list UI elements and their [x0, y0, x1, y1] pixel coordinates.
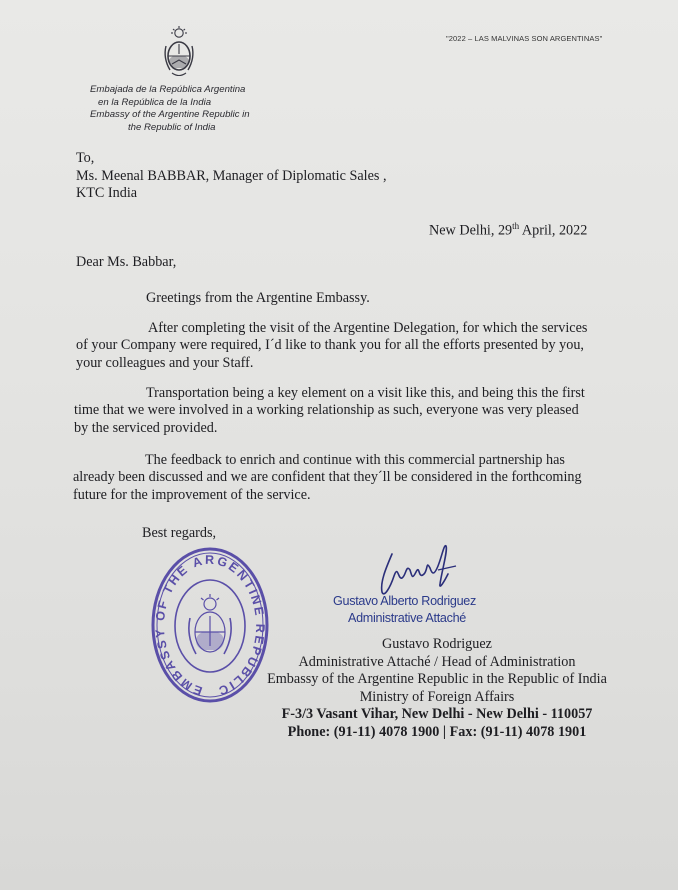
embassy-seal: [150, 546, 270, 704]
closing: Best regards,: [142, 525, 217, 541]
signatory-ministry: Ministry of Foreign Affairs: [359, 688, 515, 705]
motto-text: "2022 – LAS MALVINAS SON ARGENTINAS": [446, 34, 603, 43]
seal-ring-text: EMBASSY OF THE ARGENTINE REPUBLIC: [152, 552, 268, 699]
signatory-address: F-3/3 Vasant Vihar, New Delhi - New Delhi - 110057: [281, 706, 593, 723]
paragraph-line: your colleagues and your Staff.: [76, 354, 254, 371]
paragraph-line: The feedback to enrich and continue with this commercial partnership has: [145, 452, 565, 468]
paragraph-line: time that we were involved in a working relationship as such, everyone was very pleased: [74, 402, 579, 419]
embassy-header-line: Embassy of the Argentine Republic in: [90, 109, 250, 121]
embassy-header-line: en la República de la India: [98, 96, 212, 108]
paragraph-line: future for the improvement of the service.: [73, 486, 311, 503]
date-ordinal: th: [512, 221, 520, 231]
paragraph-line: of your Company were required, I´d like to thank you for all the efforts presented by you,: [76, 337, 584, 354]
signatory-name: Gustavo Rodriguez: [382, 636, 492, 652]
thanks-paragraph: [76, 320, 587, 372]
signatory-phone: Phone: (91-11) 4078 1900 | Fax: (91-11) 4078 1901: [287, 723, 587, 740]
argentine-coat-of-arms-icon: [160, 24, 198, 80]
feedback-paragraph: [73, 452, 582, 504]
signatory-position: Administrative Attaché / Head of Administration: [298, 653, 576, 670]
letter-date: [429, 221, 587, 240]
recipient-to: To,: [76, 150, 95, 166]
stamp-name: Gustavo Alberto Rodriguez: [333, 594, 477, 608]
signatory-block: [258, 636, 616, 742]
date-rest: April, 2022: [519, 222, 588, 239]
paragraph-line: by the serviced provided.: [74, 419, 218, 436]
embassy-header: [90, 84, 280, 134]
paragraph-line: After completing the visit of the Argentine Delegation, for which the services: [148, 320, 588, 336]
stamp-title: Administrative Attaché: [348, 611, 466, 625]
paragraph-line: already been discussed and we are confident that they´ll be considered in the forthcoming: [73, 469, 582, 486]
recipient-block: [76, 150, 387, 203]
recipient-company: KTC India: [76, 185, 138, 201]
embassy-header-line: Embajada de la República Argentina: [90, 84, 246, 95]
recipient-name: Ms. Meenal BABBAR, Manager of Diplomatic Sales ,: [76, 167, 387, 184]
transportation-paragraph: [74, 385, 585, 437]
embassy-header-line: the Republic of India: [128, 121, 216, 133]
greeting-paragraph: Greetings from the Argentine Embassy.: [146, 290, 370, 306]
paragraph-line: Transportation being a key element on a visit like this, and being this the first: [146, 385, 585, 401]
date-place: New Delhi, 29: [429, 222, 513, 239]
handwritten-signature: [368, 540, 468, 600]
signatory-embassy: Embassy of the Argentine Republic in the Republic of India: [267, 671, 607, 688]
salutation: Dear Ms. Babbar,: [76, 254, 177, 270]
